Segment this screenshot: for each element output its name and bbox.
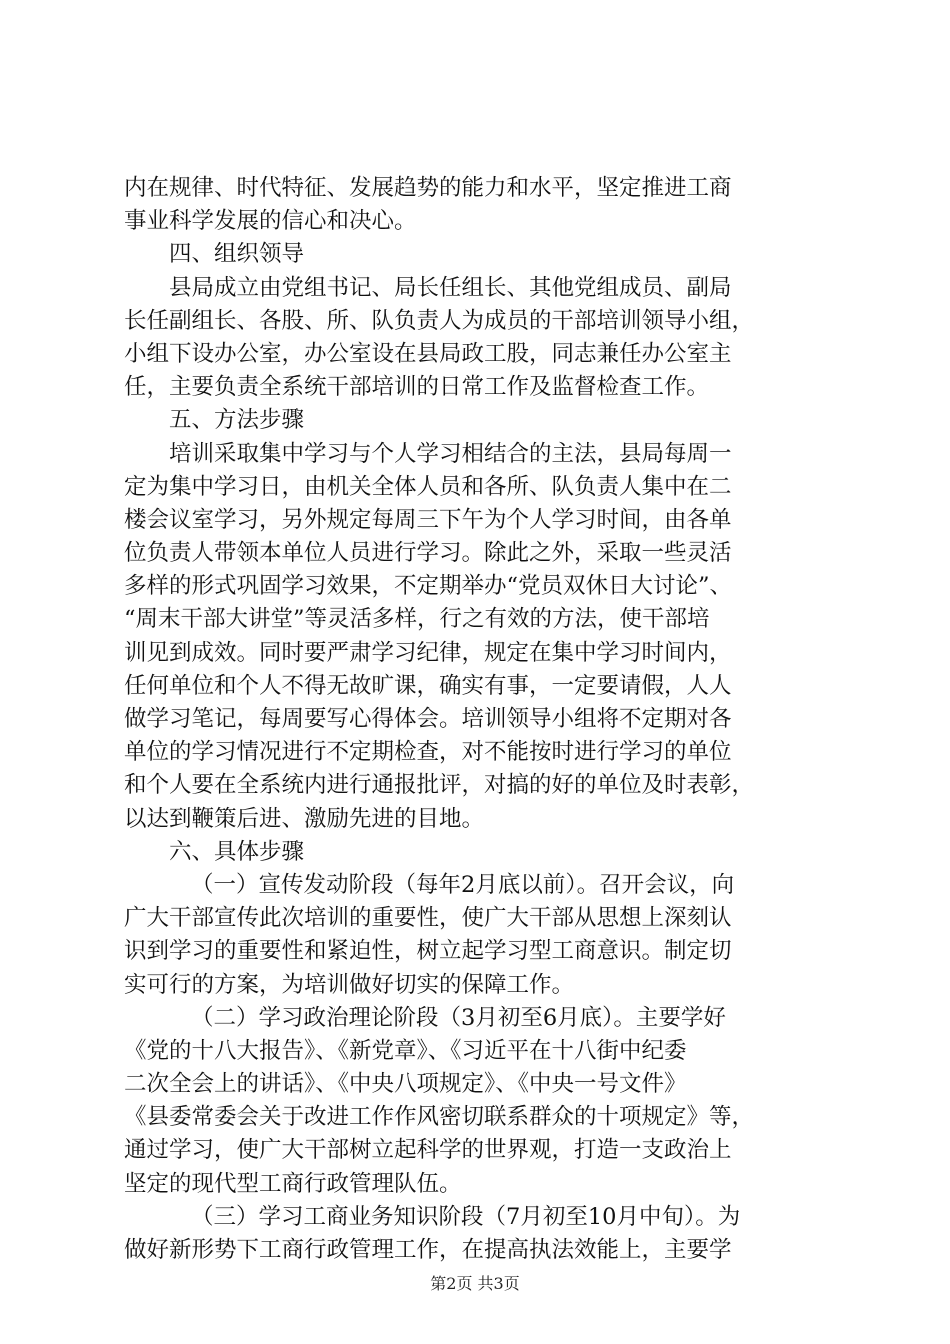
document-body: [124, 172, 836, 1267]
text-line: 《县委常委会关于改进工作作风密切联系群众的十项规定》等，: [124, 1104, 755, 1131]
text-line: 和个人要在全系统内进行通报批评，对搞的好的单位及时表彰，: [124, 772, 755, 799]
text-line: 小组下设办公室，办公室设在县局政工股，同志兼任办公室主: [124, 340, 732, 367]
text-line: 做学习笔记，每周要写心得体会。培训领导小组将不定期对各: [124, 706, 732, 732]
text-line: 位负责人带领本单位人员进行学习。除此之外，采取一些灵活: [124, 540, 732, 567]
text-line: 事业科学发展的信心和决心。: [124, 208, 417, 235]
text-line: 坚定的现代型工商行政管理队伍。: [124, 1170, 462, 1197]
text-line: 四、组织领导: [169, 241, 305, 268]
text-line: “周末干部大讲堂”等灵活多样，行之有效的方法，使干部培: [124, 606, 710, 633]
text-line: 任何单位和个人不得无故旷课，确实有事，一定要请假，人人: [124, 672, 732, 699]
text-line: 二次全会上的讲话》、《中央八项规定》、《中央一号文件》: [124, 1071, 687, 1098]
text-line: 县局成立由党组书记、局长任组长、其他党组成员、副局: [169, 274, 732, 301]
text-line: 训见到成效。同时要严肃学习纪律，规定在集中学习时间内，: [124, 639, 732, 666]
page-number-footer: 第2页 共3页: [430, 1274, 520, 1293]
text-line: 多样的形式巩固学习效果，不定期举办“党员双休日大讨论”、: [124, 573, 733, 600]
text-line: 定为集中学习日，由机关全体人员和各所、队负责人集中在二: [124, 473, 732, 500]
text-line: 通过学习，使广大干部树立起科学的世界观，打造一支政治上: [124, 1137, 732, 1164]
text-line: 五、方法步骤: [169, 407, 305, 434]
text-line: 以达到鞭策后进、激励先进的目地。: [124, 805, 485, 832]
text-line: 广大干部宣传此次培训的重要性，使广大干部从思想上深刻认: [124, 905, 732, 932]
text-line: （二）学习政治理论阶段（3月初至6月底）。主要学好: [191, 1004, 726, 1031]
text-line: （一）宣传发动阶段（每年2月底以前）。召开会议，向: [191, 871, 735, 898]
text-line: 任，主要负责全系统干部培训的日常工作及监督检查工作。: [124, 374, 710, 401]
text-line: 楼会议室学习，另外规定每周三下午为个人学习时间，由各单: [124, 506, 732, 533]
text-line: 内在规律、时代特征、发展趋势的能力和水平，坚定推进工商: [124, 175, 732, 201]
text-line: 实可行的方案，为培训做好切实的保障工作。: [124, 971, 575, 998]
text-line: （三）学习工商业务知识阶段（7月初至10月中旬）。为: [191, 1203, 741, 1230]
text-line: 《党的十八大报告》、《新党章》、《习近平在十八街中纪委: [124, 1037, 687, 1064]
text-line: 做好新形势下工商行政管理工作，在提高执法效能上，主要学: [124, 1237, 732, 1263]
text-line: 六、具体步骤: [169, 838, 305, 865]
text-line: 长任副组长、各股、所、队负责人为成员的干部培训领导小组，: [124, 307, 755, 334]
text-line: 单位的学习情况进行不定期检查，对不能按时进行学习的单位: [124, 739, 732, 766]
text-line: 识到学习的重要性和紧迫性，树立起学习型工商意识。制定切: [124, 938, 732, 965]
text-line: 培训采取集中学习与个人学习相结合的主法，县局每周一: [169, 440, 732, 467]
